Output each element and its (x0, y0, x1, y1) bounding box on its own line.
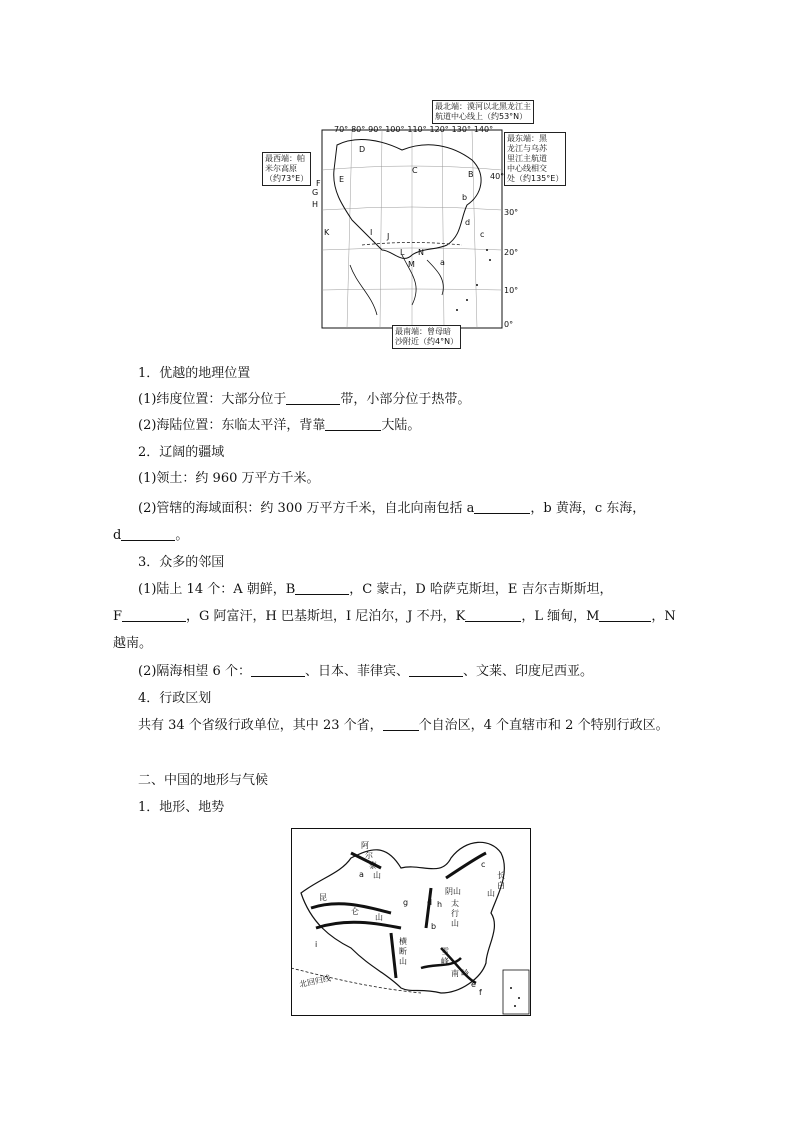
label-nanling-1: 南 (451, 969, 459, 978)
china-terrain-drawing (291, 828, 531, 1016)
map-letter-B: B (468, 170, 474, 179)
label-kunlun-1: 昆 (319, 893, 327, 902)
s2-sea-d-label: d (113, 528, 122, 543)
s2-sea-area-post: ，b 黄海，c 东海， (530, 501, 646, 516)
s3-land-neighbors-3: 越南。 (113, 636, 153, 651)
map-letter-F: F (316, 179, 321, 188)
map2-letter-b: b (431, 922, 437, 931)
s4-admin (0, 716, 794, 736)
label-altai-1: 阿 (361, 841, 369, 850)
map-letter-G: G (312, 188, 319, 197)
label-hengduan-3: 山 (399, 957, 407, 966)
s3-land-b: ，C 蒙古，D 哈萨克斯坦，E 吉尔吉斯斯坦， (349, 582, 613, 597)
s2-sea-area-pre: (2)管辖的海域面积：约 300 万平方千米，自北向南包括 a (138, 501, 475, 516)
map-letter-a: a (440, 258, 445, 267)
callout-westmost: 最西端：帕 米尔高原 （约73°E） (262, 152, 311, 186)
s2-title: 2．辽阔的疆域 (138, 445, 225, 460)
s3-land-mid: ，G 阿富汗，H 巴基斯坦，I 尼泊尔，J 不丹，K (186, 609, 466, 624)
label-kunlun-3: 山 (375, 913, 383, 922)
china-terrain-map (291, 828, 531, 1016)
label-hengduan-1: 横 (399, 937, 407, 946)
map-letter-b: b (462, 193, 468, 202)
s3-title: 3．众多的邻国 (138, 555, 225, 570)
blank-neighbor-M[interactable] (599, 607, 651, 622)
blank-neighbor-F[interactable] (122, 607, 186, 622)
label-altai-3: 泰 (369, 861, 377, 870)
s3-land-a: (1)陆上 14 个：A 朝鲜，B (138, 582, 296, 597)
s2-sea-area (0, 499, 794, 519)
label-taihang-1: 太 (451, 899, 459, 908)
blank-latitude-zone[interactable] (286, 390, 340, 405)
map-letter-c: c (480, 230, 485, 239)
map-letter-J: J (387, 232, 390, 241)
map-letter-L: L (400, 248, 405, 257)
s2-sea-area-cont (0, 526, 794, 546)
map-letter-C: C (412, 166, 418, 175)
map2-letter-h: h (437, 900, 443, 909)
blank-sea-a[interactable] (474, 499, 530, 514)
s3-land-LM: ，L 缅甸，M (521, 609, 600, 624)
lat-label-30: 30° (504, 208, 519, 217)
s1-sea-land-pre: (2)海陆位置：东临太平洋，背靠 (138, 418, 326, 433)
part2-title: 二、中国的地形与气候 (138, 773, 269, 788)
blank-sea-neighbor-1[interactable] (251, 662, 305, 677)
s1-latitude-pre: (1)纬度位置：大部分位于 (138, 392, 287, 407)
s1-latitude (0, 390, 794, 410)
label-altai-4: 山 (373, 871, 381, 880)
s1-sea-land-post: 大陆。 (381, 418, 421, 433)
s3-sea-a: (2)隔海相望 6 个： (138, 664, 251, 679)
label-xuefeng-2: 峰 (441, 957, 449, 966)
map2-letter-c: c (481, 860, 486, 869)
s1-title: 1．优越的地理位置 (138, 366, 251, 381)
map-letter-K: K (324, 228, 330, 237)
map2-letter-g: g (403, 898, 409, 907)
s2-territory: (1)领土：约 960 万平方千米。 (138, 471, 320, 486)
s4-admin-b: 个自治区，4 个直辖市和 2 个特别行政区。 (418, 718, 669, 733)
s1-sea-land (0, 416, 794, 436)
longitude-labels: 70°-80°-90°-100°-110°-120°-130°-140° (334, 125, 494, 134)
map-letter-H: H (312, 200, 319, 209)
lat-label-0: 0° (504, 320, 514, 329)
s2-sea-d-end: 。 (175, 528, 189, 543)
label-changbai-1: 长 (497, 871, 505, 880)
blank-autonomous-regions[interactable] (383, 716, 419, 731)
callout-northmost: 最北端：漠河以北黑龙江主 航道中心线上（约53°N） (432, 100, 534, 124)
map-letter-D: D (359, 145, 366, 154)
s4-admin-a: 共有 34 个省级行政单位，其中 23 个省， (138, 718, 383, 733)
map-letter-N: N (418, 248, 424, 257)
label-taihang-2: 行 (451, 909, 459, 918)
s3-land-neighbors-2 (0, 607, 794, 627)
blank-neighbor-B[interactable] (295, 580, 349, 595)
s1-latitude-post: 带，小部分位于热带。 (340, 392, 471, 407)
blank-continent[interactable] (325, 416, 381, 431)
blank-neighbor-K[interactable] (465, 607, 521, 622)
label-changbai-3: 山 (487, 889, 495, 898)
label-nanling-2: 岭 (461, 969, 469, 978)
label-xuefeng-1: 雪 (441, 947, 449, 956)
blank-sea-d[interactable] (121, 526, 175, 541)
label-altai-2: 尔 (365, 851, 373, 860)
label-yinshan: 阴山 (445, 887, 461, 896)
label-hengduan-2: 断 (399, 947, 407, 956)
map2-letter-a: a (359, 870, 364, 879)
s4-title: 4．行政区划 (138, 691, 212, 706)
lat-label-10: 10° (504, 286, 519, 295)
s3-sea-b: 、日本、菲律宾、 (304, 664, 409, 679)
blank-sea-neighbor-2[interactable] (409, 662, 463, 677)
s3-sea-c: 、文莱、印度尼西亚。 (462, 664, 593, 679)
map2-letter-i: i (315, 940, 318, 949)
s3-sea-neighbors (0, 662, 794, 682)
map2-letter-d: d (427, 898, 433, 907)
label-changbai-2: 白 (497, 881, 505, 890)
lat-label-20: 20° (504, 248, 519, 257)
map-letter-d: d (465, 218, 471, 227)
label-tropic-of-cancer: 北回归线 (298, 973, 332, 990)
label-taihang-3: 山 (451, 919, 459, 928)
callout-eastmost: 最东端：黑 龙江与乌苏 里江主航道 中心线相交 处（约135°E） (504, 132, 566, 186)
map2-letter-f: f (479, 988, 482, 997)
map-letter-M: M (408, 260, 415, 269)
map2-letter-e: e (471, 980, 476, 989)
s3-land-N: ，N (651, 609, 676, 624)
lat-label-40: 40° (490, 172, 505, 181)
map-letter-I: I (370, 228, 373, 237)
label-kunlun-2: 仑 (351, 907, 359, 916)
callout-southmost: 最南端：曾母暗 沙附近（约4°N） (392, 325, 461, 349)
part2-subtitle: 1．地形、地势 (138, 800, 225, 815)
s3-land-F: F (113, 609, 123, 624)
asia-location-map (262, 100, 572, 350)
s3-land-neighbors (0, 580, 794, 600)
map-letter-E: E (339, 175, 345, 184)
